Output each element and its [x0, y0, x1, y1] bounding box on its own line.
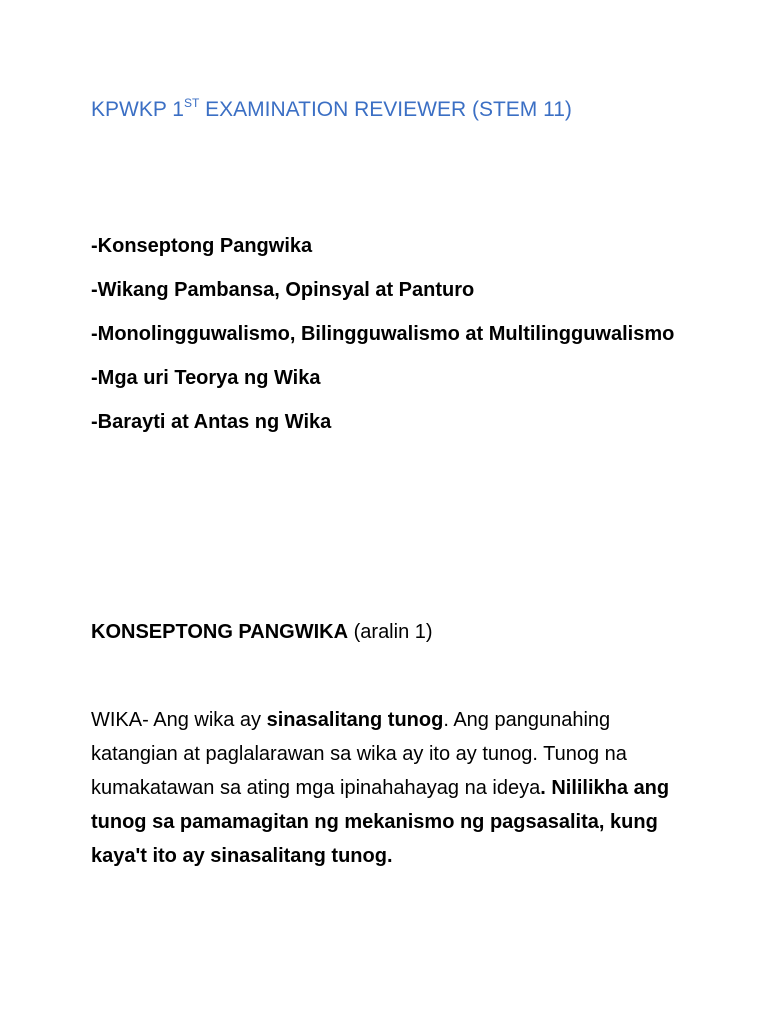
topic-item: -Barayti at Antas ng Wika	[91, 411, 332, 433]
paragraph-intro: WIKA- Ang wika ay	[91, 709, 267, 731]
paragraph-emphasis: . Nililikha ang tunog sa pamamagitan ng mekanismo ng pagsasalita, kung kaya't ito ay sinasalitang tunog.	[91, 777, 670, 867]
document-title	[91, 95, 572, 125]
paragraph-body: . Ang pangunahing katangian at paglalarawan sa wika ay ito ay tunog. Tunog na kumakatawan sa ating mga ipinahahayag na ideya	[91, 709, 627, 799]
section-heading	[91, 617, 433, 647]
topic-item: -Wikang Pambansa, Opinsyal at Panturo	[91, 279, 475, 301]
section-heading-title: KONSEPTONG PANGWIKA	[91, 621, 349, 643]
topic-list	[91, 229, 691, 449]
title-text-end: EXAMINATION REVIEWER (STEM 11)	[199, 98, 572, 121]
title-superscript: ST	[183, 96, 200, 110]
topic-item: -Monolingguwalismo, Bilingguwalismo at Multilingguwalismo	[91, 323, 675, 345]
topic-item: -Konseptong Pangwika	[91, 235, 313, 257]
paragraph-key-term: sinasalitang tunog	[266, 709, 444, 731]
title-text-start: KPWKP 1	[91, 98, 184, 121]
topic-item: -Mga uri Teorya ng Wika	[91, 367, 321, 389]
section-heading-note: (aralin 1)	[348, 621, 433, 643]
definition-paragraph	[91, 703, 691, 873]
